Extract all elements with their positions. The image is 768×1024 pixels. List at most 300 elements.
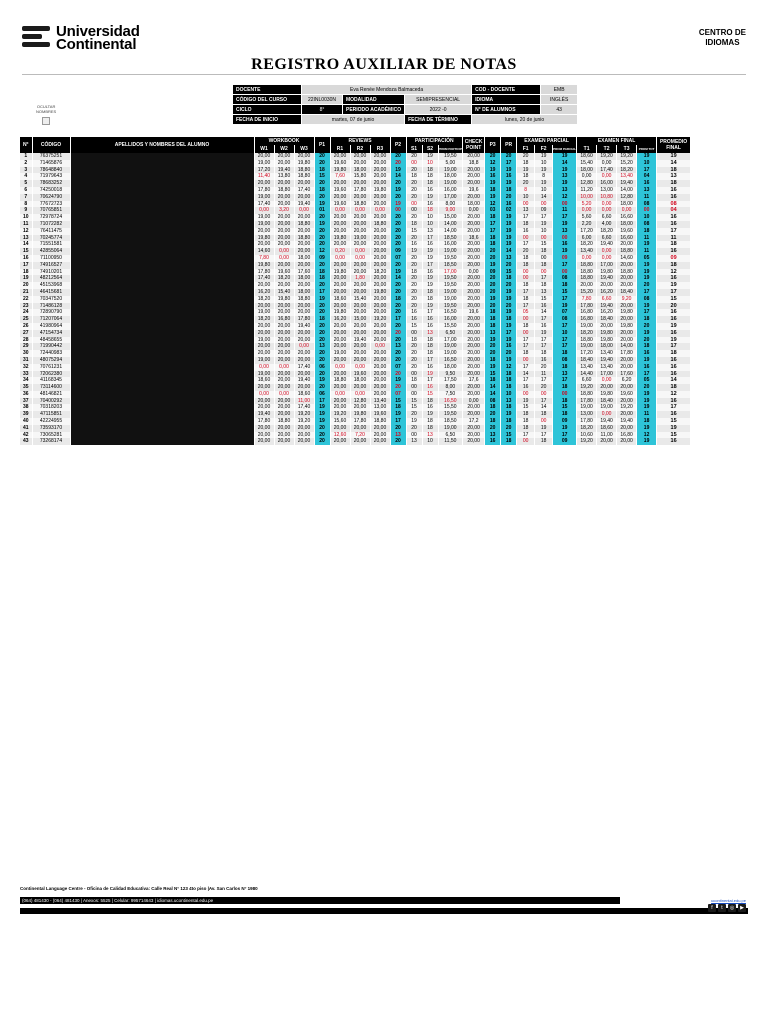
grade-cell: 05 bbox=[637, 255, 657, 262]
grade-cell: 02 bbox=[501, 207, 517, 214]
table-row bbox=[20, 214, 691, 221]
grade-cell: 19 bbox=[637, 438, 657, 445]
grade-cell: 18 bbox=[314, 269, 330, 276]
student-name-hidden bbox=[70, 282, 254, 289]
student-name-hidden bbox=[70, 404, 254, 411]
grade-cell: 19,00 bbox=[350, 235, 370, 242]
student-name-hidden bbox=[70, 323, 254, 330]
grade-cell: 19 bbox=[314, 201, 330, 208]
grade-cell: 10 bbox=[637, 214, 657, 221]
grade-cell: 20,00 bbox=[350, 282, 370, 289]
grade-cell: 18 bbox=[637, 343, 657, 350]
grade-cell: 19,00 bbox=[254, 309, 274, 316]
centro-idiomas bbox=[699, 28, 746, 48]
grade-cell: 19 bbox=[637, 275, 657, 282]
row-number: 8 bbox=[20, 201, 32, 208]
grade-cell: 12 bbox=[314, 248, 330, 255]
grade-cell: 0,00 bbox=[597, 248, 617, 255]
grade-cell: 20 bbox=[390, 323, 406, 330]
grade-cell: 18,80 bbox=[370, 418, 390, 425]
grade-cell: 20,00 bbox=[463, 364, 485, 371]
grade-cell: 0,00 bbox=[597, 377, 617, 384]
grade-cell: 20,00 bbox=[617, 438, 637, 445]
grade-cell: 18 bbox=[485, 357, 501, 364]
grade-cell: 20,00 bbox=[274, 398, 294, 405]
grade-cell: 08 bbox=[637, 221, 657, 228]
student-name-hidden bbox=[70, 180, 254, 187]
row-number: 19 bbox=[20, 275, 32, 282]
grade-cell: 19,00 bbox=[597, 404, 617, 411]
grade-cell: 20,00 bbox=[463, 357, 485, 364]
student-code: 71072282 bbox=[32, 221, 70, 228]
grade-cell: 19,00 bbox=[577, 323, 597, 330]
grade-cell: 20,00 bbox=[350, 357, 370, 364]
grade-cell: 14,40 bbox=[577, 371, 597, 378]
grade-cell: 19,50 bbox=[438, 153, 463, 160]
table-row bbox=[20, 364, 691, 371]
grade-cell: 19 bbox=[637, 330, 657, 337]
grade-cell: 7,50 bbox=[438, 391, 463, 398]
grade-cell: 14 bbox=[535, 309, 553, 316]
promedio-final-cell: 17 bbox=[657, 343, 691, 350]
grade-cell: 20,00 bbox=[617, 275, 637, 282]
grade-cell: 0,00 bbox=[330, 364, 350, 371]
website-link[interactable]: ucontinental.edu.pe bbox=[711, 898, 746, 903]
student-code: 73065281 bbox=[32, 432, 70, 439]
student-code: 71100950 bbox=[32, 255, 70, 262]
grade-cell: 18,80 bbox=[577, 337, 597, 344]
twitter-icon[interactable]: t bbox=[718, 904, 726, 912]
fecha-termino-label: FECHA DE TÉRMINO bbox=[405, 115, 472, 125]
grade-cell: 20 bbox=[390, 337, 406, 344]
grade-cell: 18 bbox=[485, 316, 501, 323]
grade-cell: 11,00 bbox=[597, 432, 617, 439]
grade-cell: 18 bbox=[517, 323, 535, 330]
grade-cell: 13,40 bbox=[370, 398, 390, 405]
table-row bbox=[20, 377, 691, 384]
promedio-final-cell: 16 bbox=[657, 371, 691, 378]
grade-cell: 00 bbox=[390, 207, 406, 214]
grade-cell: 17 bbox=[637, 289, 657, 296]
grade-cell: 20,00 bbox=[463, 275, 485, 282]
grade-cell: 14 bbox=[390, 275, 406, 282]
grade-cell: 11,00 bbox=[294, 398, 314, 405]
grade-cell: 17 bbox=[553, 323, 577, 330]
grade-cell: 20,00 bbox=[370, 153, 390, 160]
grade-cell: 20 bbox=[637, 323, 657, 330]
grade-cell: 13 bbox=[422, 432, 438, 439]
student-code: 45153968 bbox=[32, 282, 70, 289]
grade-cell: 18,80 bbox=[274, 187, 294, 194]
row-number: 13 bbox=[20, 235, 32, 242]
student-code: 70761231 bbox=[32, 364, 70, 371]
grade-cell: 20,00 bbox=[370, 323, 390, 330]
facebook-icon[interactable]: f bbox=[708, 904, 716, 912]
student-code: 72978724 bbox=[32, 214, 70, 221]
student-name-hidden bbox=[70, 384, 254, 391]
grade-cell: 6,60 bbox=[597, 214, 617, 221]
student-code: 71465876 bbox=[32, 160, 70, 167]
table-row bbox=[20, 262, 691, 269]
grade-cell: 16 bbox=[553, 241, 577, 248]
grade-cell: 20,00 bbox=[597, 384, 617, 391]
grade-cell: 17 bbox=[422, 357, 438, 364]
col-w3: W3 bbox=[294, 145, 314, 153]
grade-cell: 19 bbox=[535, 167, 553, 174]
grade-cell: 04 bbox=[637, 173, 657, 180]
grade-cell: 00 bbox=[517, 201, 535, 208]
grade-cell: 20,00 bbox=[294, 384, 314, 391]
grade-cell: 14 bbox=[535, 194, 553, 201]
instagram-icon[interactable]: ◎ bbox=[729, 905, 735, 911]
grade-cell: 2,20 bbox=[577, 221, 597, 228]
promedio-final-cell: 16 bbox=[657, 330, 691, 337]
grade-cell: 16 bbox=[485, 438, 501, 445]
grade-cell: 20,00 bbox=[463, 350, 485, 357]
grade-cell: 20,00 bbox=[274, 323, 294, 330]
grade-cell: 20,00 bbox=[274, 357, 294, 364]
grade-cell: 19,6 bbox=[463, 309, 485, 316]
student-code: 70765851 bbox=[32, 207, 70, 214]
grade-cell: 19 bbox=[314, 377, 330, 384]
grade-cell: 18 bbox=[406, 173, 422, 180]
grade-cell: 11 bbox=[637, 411, 657, 418]
col-examen-parcial: EXAMEN PARCIAL bbox=[517, 137, 577, 145]
num-alumnos-value: 43 bbox=[541, 105, 578, 115]
grade-cell: 16 bbox=[406, 309, 422, 316]
grade-cell: 20,00 bbox=[370, 432, 390, 439]
row-number: 21 bbox=[20, 289, 32, 296]
grade-cell: 10 bbox=[501, 391, 517, 398]
table-row bbox=[20, 153, 691, 160]
grade-cell: 19,00 bbox=[254, 160, 274, 167]
grade-cell: 16 bbox=[422, 323, 438, 330]
grades-body bbox=[20, 153, 691, 445]
row-number: 42 bbox=[20, 432, 32, 439]
grade-cell: 20,00 bbox=[617, 330, 637, 337]
col-workbook: WORKBOOK bbox=[254, 137, 314, 145]
grade-cell: 19 bbox=[485, 364, 501, 371]
grade-cell: 18,20 bbox=[370, 269, 390, 276]
grade-cell: 8,00 bbox=[438, 201, 463, 208]
grade-cell: 09 bbox=[314, 255, 330, 262]
grade-cell: 20,00 bbox=[350, 438, 370, 445]
grade-cell: 16,00 bbox=[438, 241, 463, 248]
grade-cell: 17 bbox=[637, 371, 657, 378]
grade-cell: 20,00 bbox=[370, 235, 390, 242]
grade-cell: 18 bbox=[553, 364, 577, 371]
grade-cell: 20 bbox=[517, 248, 535, 255]
grade-cell: 15 bbox=[406, 404, 422, 411]
student-name-hidden bbox=[70, 248, 254, 255]
grade-cell: 20,00 bbox=[274, 235, 294, 242]
table-row bbox=[20, 323, 691, 330]
grade-cell: 20 bbox=[390, 309, 406, 316]
grade-cell: 19,20 bbox=[597, 153, 617, 160]
grade-cell: 19,00 bbox=[330, 350, 350, 357]
col-p1: P1 bbox=[314, 137, 330, 153]
grade-cell: 19 bbox=[390, 167, 406, 174]
grade-cell: 16 bbox=[422, 187, 438, 194]
promedio-final-cell: 16 bbox=[657, 187, 691, 194]
grade-cell: 18 bbox=[637, 418, 657, 425]
grade-cell: 09 bbox=[390, 248, 406, 255]
student-name-hidden bbox=[70, 330, 254, 337]
grade-cell: 20,00 bbox=[330, 153, 350, 160]
grade-cell: 16,50 bbox=[438, 309, 463, 316]
grade-cell: 0,00 bbox=[370, 343, 390, 350]
grade-cell: 20,00 bbox=[463, 337, 485, 344]
grade-cell: 20,00 bbox=[370, 248, 390, 255]
grade-cell: 18,80 bbox=[577, 262, 597, 269]
student-name-hidden bbox=[70, 201, 254, 208]
grade-cell: 18 bbox=[485, 404, 501, 411]
grade-cell: 19,80 bbox=[597, 269, 617, 276]
grade-cell: 19 bbox=[485, 337, 501, 344]
grade-cell: 17 bbox=[422, 235, 438, 242]
grade-cell: 20,00 bbox=[330, 289, 350, 296]
grade-cell: 15,80 bbox=[350, 173, 370, 180]
grade-cell: 20,00 bbox=[330, 214, 350, 221]
grade-cell: 16 bbox=[517, 228, 535, 235]
grade-cell: 15,50 bbox=[438, 404, 463, 411]
grades-table bbox=[20, 137, 691, 445]
grade-cell: 18,80 bbox=[294, 221, 314, 228]
student-name-hidden bbox=[70, 235, 254, 242]
grade-cell: 20 bbox=[390, 289, 406, 296]
table-row bbox=[20, 384, 691, 391]
student-code: 70318203 bbox=[32, 404, 70, 411]
student-code: 42855064 bbox=[32, 248, 70, 255]
fecha-termino-value: lunes, 20 de junio bbox=[472, 115, 578, 125]
grade-cell: 19,20 bbox=[330, 411, 350, 418]
grade-cell: 20,00 bbox=[274, 371, 294, 378]
grade-cell: 13 bbox=[314, 343, 330, 350]
grade-cell: 15 bbox=[314, 173, 330, 180]
row-number: 9 bbox=[20, 207, 32, 214]
grade-cell: 07 bbox=[390, 391, 406, 398]
ocultar-label-2: NOMBRES bbox=[36, 109, 57, 114]
grade-cell: 17,60 bbox=[617, 371, 637, 378]
grade-cell: 19 bbox=[553, 167, 577, 174]
grade-cell: 20 bbox=[406, 194, 422, 201]
grade-cell: 20 bbox=[637, 384, 657, 391]
grade-cell: 20,00 bbox=[463, 432, 485, 439]
grade-cell: 20,00 bbox=[617, 411, 637, 418]
grade-cell: 18 bbox=[485, 241, 501, 248]
grade-cell: 09 bbox=[553, 418, 577, 425]
grade-cell: 20 bbox=[390, 384, 406, 391]
grade-cell: 18,60 bbox=[577, 153, 597, 160]
youtube-icon[interactable]: ▶ bbox=[738, 904, 746, 912]
grade-cell: 20,00 bbox=[370, 173, 390, 180]
table-row bbox=[20, 371, 691, 378]
grade-cell: 19,80 bbox=[330, 269, 350, 276]
student-name-hidden bbox=[70, 262, 254, 269]
col-f1: F1 bbox=[517, 145, 535, 153]
grade-cell: 19,80 bbox=[370, 187, 390, 194]
student-name-hidden bbox=[70, 303, 254, 310]
col-s2: S2 bbox=[422, 145, 438, 153]
table-row bbox=[20, 425, 691, 432]
header-divider bbox=[22, 74, 746, 75]
grade-cell: 7,20 bbox=[350, 432, 370, 439]
grade-cell: 15,40 bbox=[274, 289, 294, 296]
periodo-label: PERIODO ACADÉMICO bbox=[343, 105, 405, 115]
grade-cell: 19 bbox=[390, 411, 406, 418]
grade-cell: 13 bbox=[390, 343, 406, 350]
grade-cell: 0,00 bbox=[254, 391, 274, 398]
ocultar-nombres[interactable] bbox=[36, 104, 56, 125]
grade-cell: 20 bbox=[314, 241, 330, 248]
grade-cell: 16 bbox=[422, 201, 438, 208]
grade-cell: 20 bbox=[314, 153, 330, 160]
grade-cell: 15 bbox=[535, 296, 553, 303]
grade-cell: 20,00 bbox=[370, 296, 390, 303]
grade-cell: 08 bbox=[485, 398, 501, 405]
grade-cell: 18,6 bbox=[463, 235, 485, 242]
grade-cell: 18 bbox=[637, 316, 657, 323]
promedio-final-cell: 15 bbox=[657, 418, 691, 425]
grade-cell: 20,00 bbox=[254, 438, 274, 445]
grade-cell: 19 bbox=[422, 194, 438, 201]
grade-cell: 10 bbox=[422, 221, 438, 228]
grade-cell: 20,00 bbox=[254, 241, 274, 248]
grade-cell: 6,60 bbox=[577, 377, 597, 384]
grade-cell: 20,00 bbox=[617, 282, 637, 289]
grade-cell: 20,00 bbox=[294, 214, 314, 221]
student-code: 73593170 bbox=[32, 425, 70, 432]
grade-cell: 17 bbox=[422, 309, 438, 316]
student-name-hidden bbox=[70, 221, 254, 228]
grade-cell: 20,00 bbox=[274, 153, 294, 160]
grade-cell: 20,00 bbox=[330, 262, 350, 269]
student-name-hidden bbox=[70, 187, 254, 194]
grade-cell: 00 bbox=[517, 235, 535, 242]
grade-cell: 20 bbox=[314, 323, 330, 330]
grade-cell: 13 bbox=[422, 228, 438, 235]
row-number: 35 bbox=[20, 384, 32, 391]
grade-cell: 0,00 bbox=[463, 269, 485, 276]
promedio-final-cell: 08 bbox=[657, 201, 691, 208]
grade-cell: 0,00 bbox=[577, 255, 597, 262]
grade-cell: 20,00 bbox=[463, 289, 485, 296]
grade-cell: 20,00 bbox=[463, 316, 485, 323]
grade-cell: 19,50 bbox=[438, 282, 463, 289]
periodo-value: 2022 -0 bbox=[405, 105, 472, 115]
grade-cell: 19 bbox=[501, 228, 517, 235]
grade-cell: 19,80 bbox=[294, 160, 314, 167]
grade-cell: 0,00 bbox=[597, 173, 617, 180]
grade-cell: 18,20 bbox=[577, 425, 597, 432]
grade-cell: 20,00 bbox=[330, 357, 350, 364]
grade-cell: 19 bbox=[501, 337, 517, 344]
student-name-hidden bbox=[70, 289, 254, 296]
col-prom-parcial: PROM PARCIAL bbox=[553, 147, 577, 151]
grade-cell: 20,00 bbox=[463, 438, 485, 445]
grade-cell: 19,00 bbox=[438, 289, 463, 296]
grade-cell: 19 bbox=[422, 255, 438, 262]
grade-cell: 20,00 bbox=[617, 425, 637, 432]
grade-cell: 20 bbox=[406, 343, 422, 350]
grade-cell: 9,50 bbox=[438, 371, 463, 378]
row-number: 40 bbox=[20, 418, 32, 425]
grade-cell: 20,00 bbox=[330, 275, 350, 282]
grade-cell: 17 bbox=[553, 214, 577, 221]
grade-cell: 00 bbox=[517, 357, 535, 364]
row-number: 1 bbox=[20, 153, 32, 160]
table-row bbox=[20, 357, 691, 364]
table-row bbox=[20, 343, 691, 350]
grade-cell: 19,40 bbox=[597, 418, 617, 425]
logo-mark-icon bbox=[22, 24, 50, 52]
grade-cell: 20,00 bbox=[463, 173, 485, 180]
table-row bbox=[20, 398, 691, 405]
grade-cell: 18 bbox=[422, 418, 438, 425]
grade-cell: 20,00 bbox=[274, 350, 294, 357]
centro-line2: IDIOMAS bbox=[705, 38, 740, 47]
student-name-hidden bbox=[70, 316, 254, 323]
footer-contact: (064) 481430 - (064) 481430 | Anexos: 5525 | Celular: 995714643 | idiomas.ucontinental.edu.pe bbox=[22, 898, 214, 903]
table-row bbox=[20, 221, 691, 228]
table-row bbox=[20, 207, 691, 214]
grade-cell: 18 bbox=[314, 275, 330, 282]
grade-cell: 20,00 bbox=[274, 411, 294, 418]
grade-cell: 16 bbox=[535, 357, 553, 364]
grade-cell: 7,80 bbox=[577, 296, 597, 303]
grade-cell: 16,80 bbox=[617, 432, 637, 439]
student-name-hidden bbox=[70, 173, 254, 180]
grade-cell: 8 bbox=[517, 187, 535, 194]
grade-cell: 00 bbox=[406, 371, 422, 378]
grade-cell: 20 bbox=[485, 255, 501, 262]
grade-cell: 09 bbox=[485, 269, 501, 276]
grade-cell: 16 bbox=[517, 384, 535, 391]
student-code: 70624790 bbox=[32, 194, 70, 201]
grade-cell: 00 bbox=[553, 235, 577, 242]
grade-cell: 19 bbox=[422, 303, 438, 310]
grade-cell: 10 bbox=[517, 194, 535, 201]
grade-cell: 16,60 bbox=[617, 214, 637, 221]
grade-cell: 0,00 bbox=[350, 248, 370, 255]
table-row bbox=[20, 316, 691, 323]
ocultar-checkbox[interactable] bbox=[42, 117, 50, 125]
num-alumnos-label: N° DE ALUMNOS bbox=[472, 105, 541, 115]
student-name-hidden bbox=[70, 432, 254, 439]
grade-cell: 20,00 bbox=[254, 384, 274, 391]
student-code: 71486128 bbox=[32, 303, 70, 310]
grade-cell: 16,60 bbox=[617, 235, 637, 242]
grade-cell: 15 bbox=[535, 241, 553, 248]
grade-cell: 18,80 bbox=[294, 235, 314, 242]
grade-cell: 17,80 bbox=[350, 418, 370, 425]
col-codigo: CÓDIGO bbox=[32, 137, 70, 153]
promedio-final-cell: 16 bbox=[657, 221, 691, 228]
grade-cell: 18 bbox=[422, 296, 438, 303]
grade-cell: 18,20 bbox=[597, 228, 617, 235]
grade-cell: 18,00 bbox=[438, 173, 463, 180]
grade-cell: 4,00 bbox=[597, 221, 617, 228]
grade-cell: 18 bbox=[501, 371, 517, 378]
grade-cell: 18 bbox=[422, 425, 438, 432]
student-name-hidden bbox=[70, 309, 254, 316]
student-code: 74250018 bbox=[32, 187, 70, 194]
grade-cell: 16 bbox=[637, 350, 657, 357]
grade-cell: 20,00 bbox=[330, 282, 350, 289]
course-info-table bbox=[232, 84, 578, 125]
grade-cell: 01 bbox=[314, 207, 330, 214]
grade-cell: 17 bbox=[517, 241, 535, 248]
